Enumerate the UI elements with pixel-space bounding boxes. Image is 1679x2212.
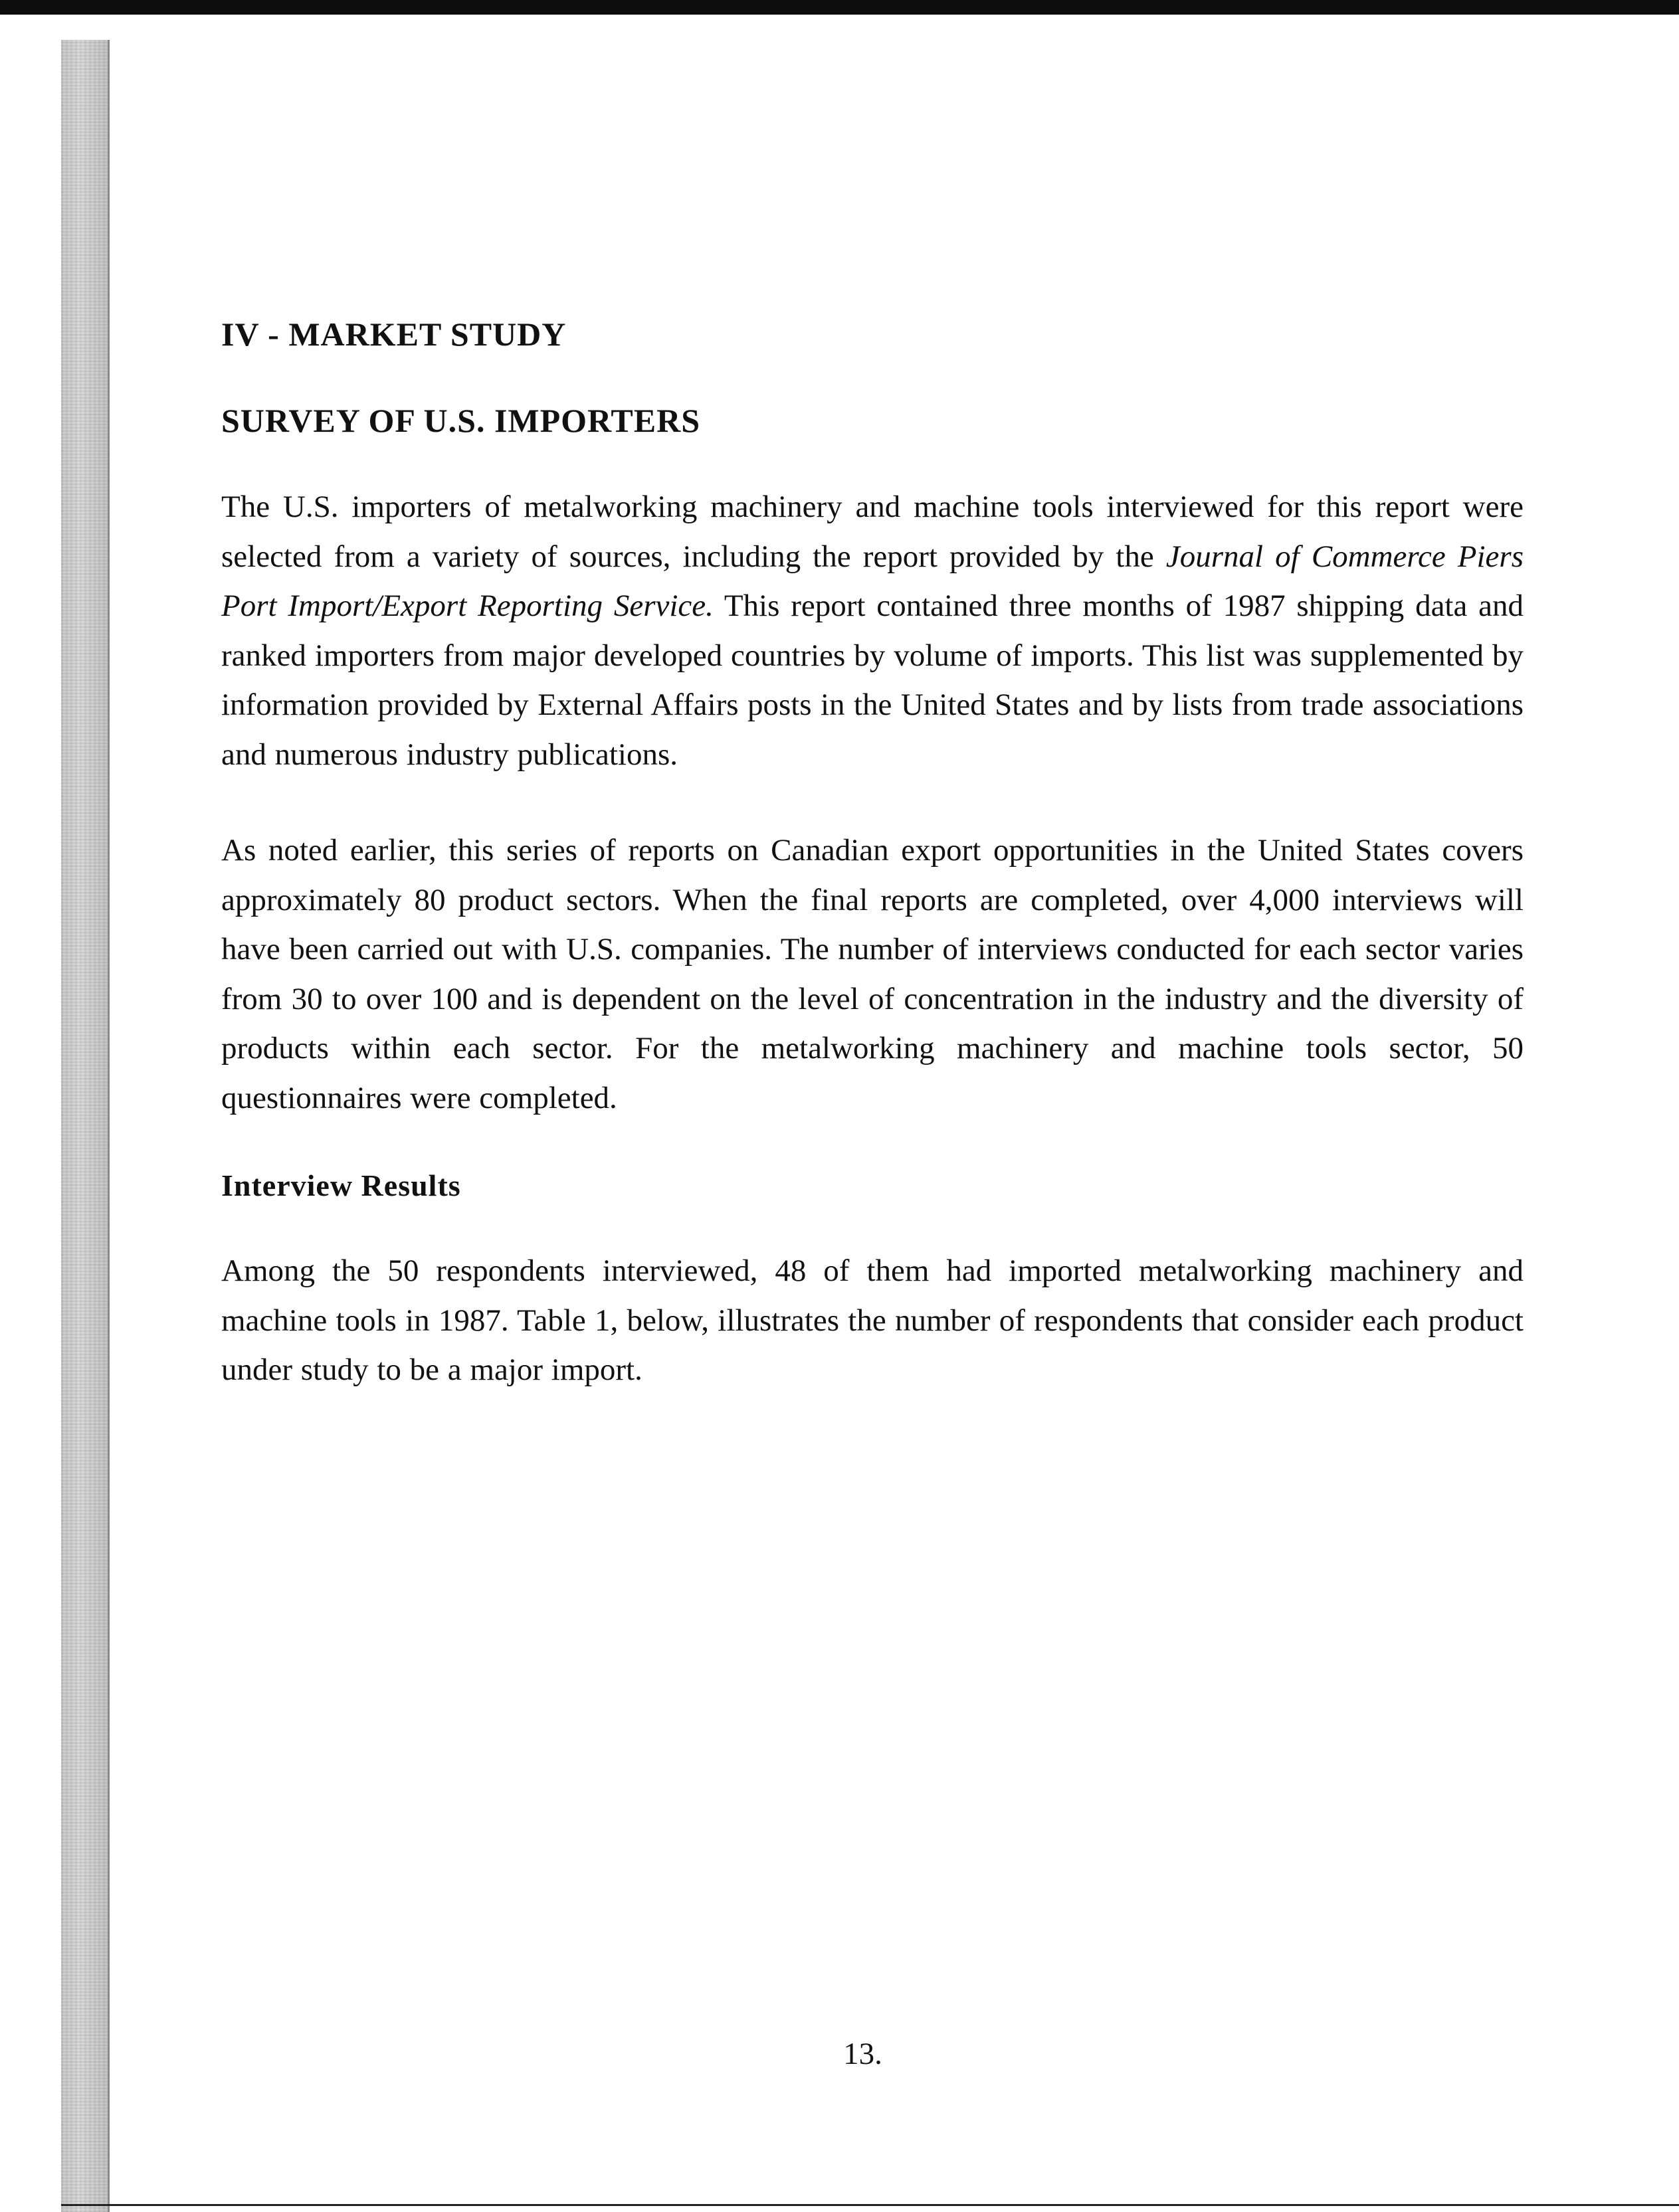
section-heading: IV - MARKET STUDY	[221, 316, 567, 353]
journal-title: Journal of Commerce Piers Port Import/Export Reporting Service.	[221, 539, 1524, 623]
scan-binding-strip	[61, 40, 110, 2212]
paragraph-series-overview: As noted earlier, this series of reports on Canadian export opportunities in the United States covers approximately 80 product sectors. When the final reports are completed, over 4,000 interviews will have been carried out with U.S. companies. The number of interviews conducted for each sector varies from 30 to over 100 and is dependent on the level of concentration in the industry and the diversity of products within each sector. For the metalworking machinery and machine tools sector, 50 questionnaires were completed.	[221, 833, 1524, 1115]
page-number: 13.	[843, 2037, 882, 2071]
survey-heading: SURVEY OF U.S. IMPORTERS	[221, 402, 701, 439]
scan-bottom-edge	[61, 2204, 1679, 2206]
scan-top-edge	[0, 0, 1679, 15]
paragraph-sources-rest: This report contained three months of 1987 shipping data and ranked importers from major developed countries by volume of imports. This list was supplemented by information provided by External Affairs posts in the United States and by lists from trade associations and numerous industry publications.	[221, 589, 1524, 772]
page-content	[221, 311, 1524, 1395]
results-heading: Interview Results	[221, 1168, 461, 1202]
paragraph-sources	[221, 482, 1524, 779]
paragraph-sources-intro: The U.S. importers of metalworking machinery and machine tools interviewed for this report were selected from a variety of sources, including the report provided by the	[221, 490, 1524, 574]
paragraph-results: Among the 50 respondents interviewed, 48 of them had imported metalworking machinery and machine tools in 1987. Table 1, below, illustrates the number of respondents that consider each product under study to be a major import.	[221, 1253, 1524, 1387]
